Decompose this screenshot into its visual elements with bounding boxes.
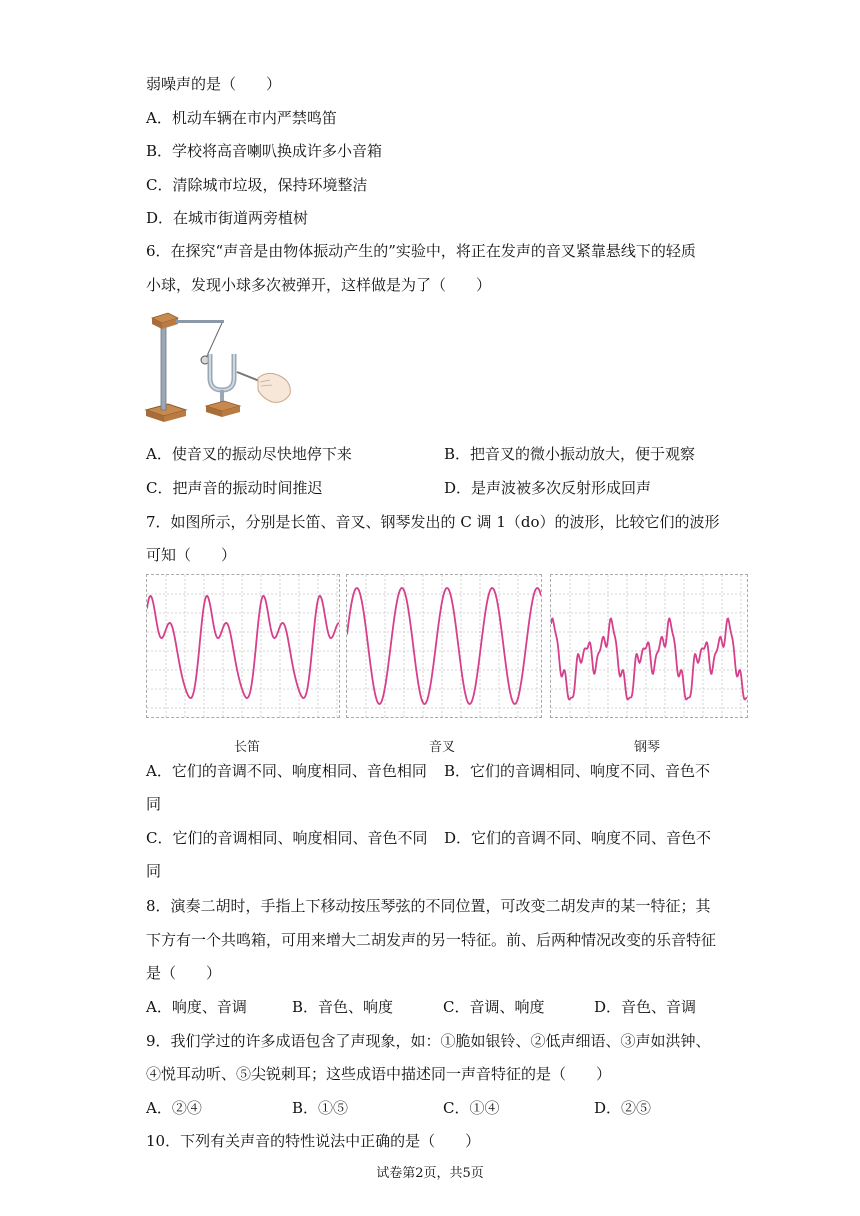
tuning-fork-wave-curve	[347, 588, 541, 704]
tuning-fork-apparatus-figure	[144, 306, 294, 424]
q6-option-c: C．把声音的振动时间推迟	[146, 479, 323, 497]
q7-option-d: D．它们的音调不同、响度不同、音色不	[444, 829, 712, 847]
q10-stem-line1: 10．下列有关声音的特性说法中正确的是（ ）	[146, 1132, 481, 1150]
q8-option-b: B．音色、响度	[292, 998, 394, 1016]
q5-option-b: B．学校将高音喇叭换成许多小音箱	[146, 142, 383, 160]
caption-piano: 钢琴	[634, 740, 661, 755]
q7-option-a: A．它们的音调不同、响度相同、音色相同	[146, 762, 427, 780]
tuning-fork-waveform-panel	[346, 574, 542, 718]
piano-waveform-panel	[550, 574, 748, 718]
q5-option-c: C．清除城市垃圾，保持环境整洁	[146, 176, 368, 194]
q6-option-d: D．是声波被多次反射形成回声	[444, 479, 652, 497]
q7-option-c: C．它们的音调相同、响度相同、音色不同	[146, 829, 428, 847]
q9-option-d: D．②⑤	[594, 1099, 652, 1117]
page-footer: 试卷第2页，共5页	[376, 1166, 484, 1181]
q8-option-c: C．音调、响度	[443, 998, 545, 1016]
tuning-fork-waveform	[347, 575, 541, 717]
q9-stem-line1: 9．我们学过的许多成语包含了声现象，如：①脆如银铃、②低声细语、③声如洪钟、	[146, 1032, 711, 1050]
caption-flute: 长笛	[234, 740, 261, 755]
q6-stem-line1: 6．在探究“声音是由物体振动产生的”实验中，将正在发声的音叉紧靠悬线下的轻质	[146, 242, 696, 260]
piano-waveform	[551, 575, 747, 717]
piano-wave-curve	[551, 619, 747, 700]
flute-waveform	[147, 575, 339, 717]
q7-stem-line1: 7．如图所示，分别是长笛、音叉、钢琴发出的 C 调 1（do）的波形，比较它们的波形	[146, 513, 720, 531]
q8-option-a: A．响度、音调	[146, 998, 247, 1016]
q7-option-ab-continuation: 同	[146, 795, 162, 813]
q6-option-a: A．使音叉的振动尽快地停下来	[146, 445, 352, 463]
q6-option-b: B．把音叉的微小振动放大，便于观察	[444, 445, 696, 463]
q6-stem-line2: 小球，发现小球多次被弹开，这样做是为了（ ）	[146, 276, 492, 294]
q9-option-a: A．②④	[146, 1099, 202, 1117]
q5-option-d: D．在城市街道两旁植树	[146, 209, 309, 227]
flute-wave-curve	[147, 596, 339, 698]
q5-option-a: A．机动车辆在市内严禁鸣笛	[146, 109, 337, 127]
q8-stem-line3: 是（ ）	[146, 964, 222, 982]
q7-option-b: B．它们的音调相同、响度不同、音色不	[444, 762, 711, 780]
q9-option-b: B．①⑤	[292, 1099, 349, 1117]
q5-stem-tail: 弱噪声的是（ ）	[146, 75, 282, 93]
q8-options-row	[146, 997, 706, 1017]
q7-option-cd-continuation: 同	[146, 862, 162, 880]
q9-options-row	[146, 1098, 706, 1118]
q8-option-d: D．音色、音调	[594, 998, 697, 1016]
flute-waveform-panel	[146, 574, 340, 718]
q8-stem-line1: 8．演奏二胡时，手指上下移动按压琴弦的不同位置，可改变二胡发声的某一特征；其	[146, 897, 711, 915]
q7-stem-line2: 可知（ ）	[146, 546, 237, 564]
q9-stem-line2: ④悦耳动听、⑤尖锐刺耳；这些成语中描述同一声音特征的是（ ）	[146, 1065, 612, 1083]
q9-option-c: C．①④	[443, 1099, 500, 1117]
caption-tuning-fork: 音叉	[429, 740, 456, 755]
q8-stem-line2: 下方有一个共鸣箱，可用来增大二胡发声的另一特征。前、后两种情况改变的乐音特征	[146, 931, 717, 949]
